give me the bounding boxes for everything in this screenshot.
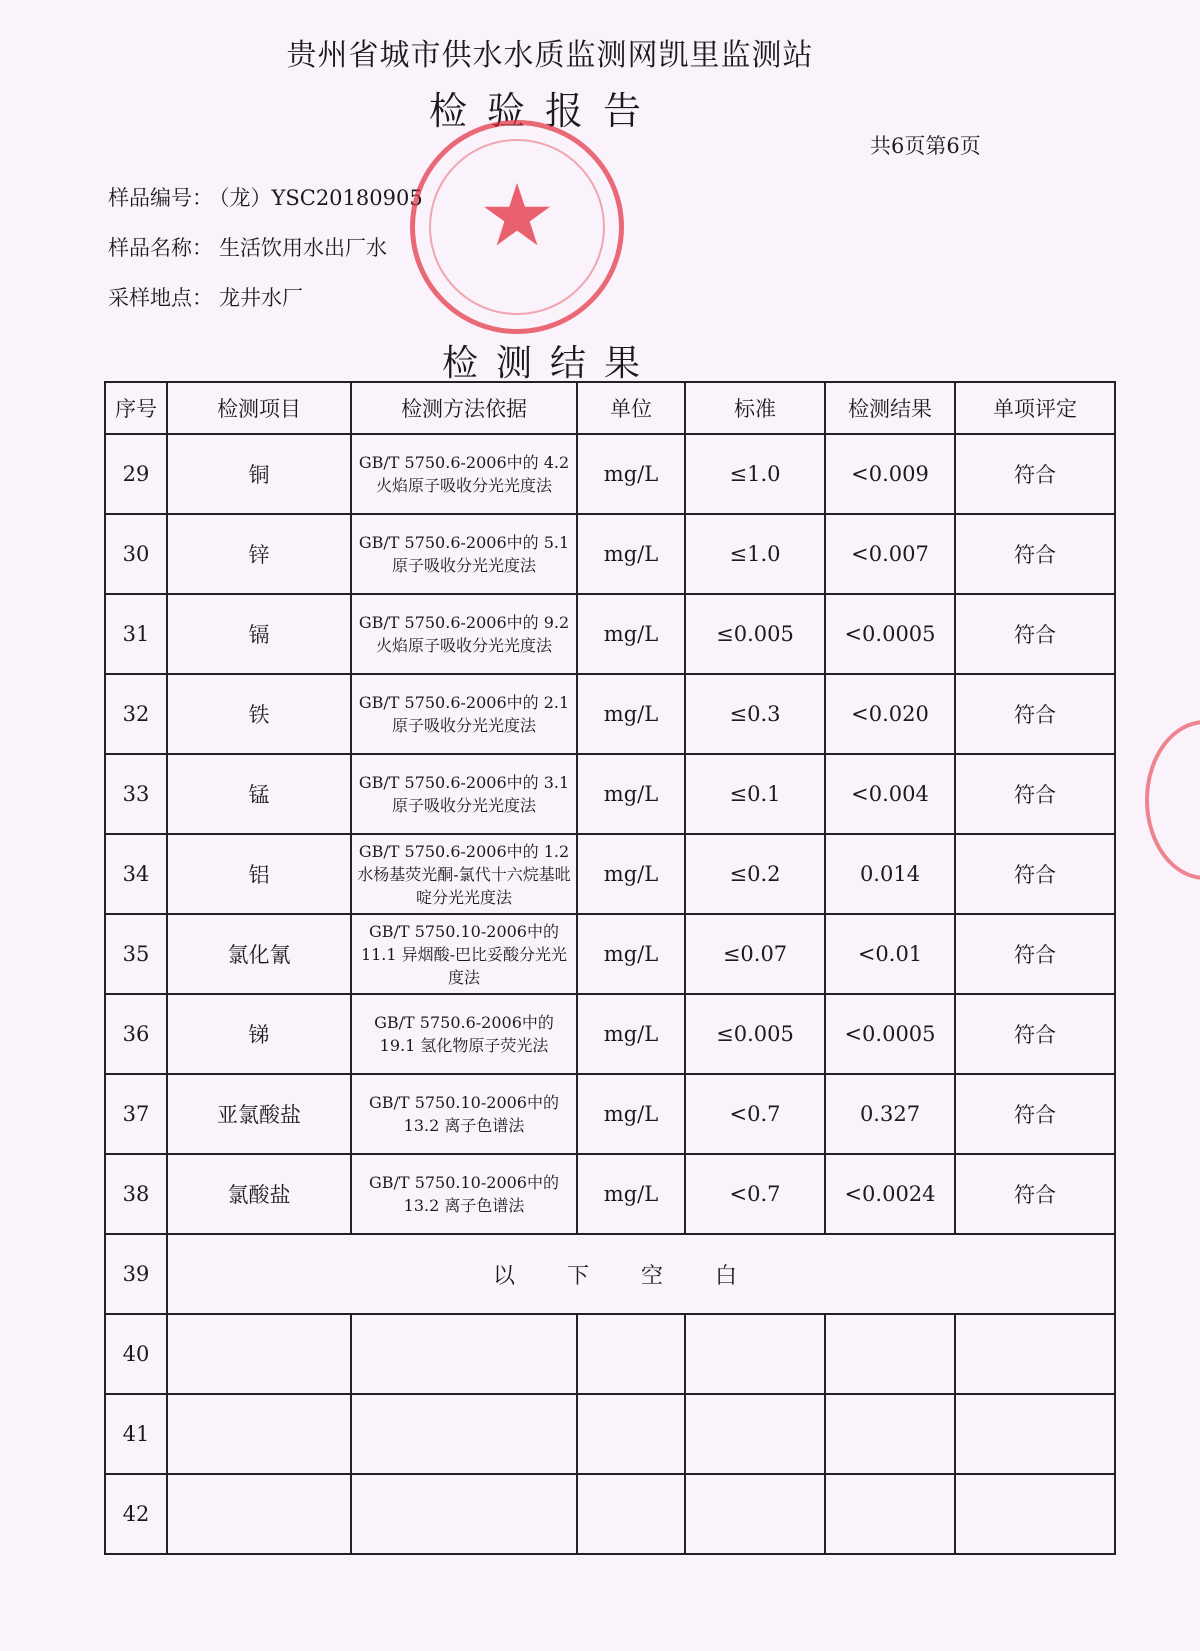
cell-unit: mg/L xyxy=(577,514,685,594)
cell-no: 38 xyxy=(105,1154,167,1234)
cell-result: <0.0005 xyxy=(825,994,955,1074)
cell-standard: ≤0.1 xyxy=(685,754,825,834)
sample-id-label: 样品编号： xyxy=(108,186,213,210)
cell-item: 铝 xyxy=(167,834,351,914)
cell-method: GB/T 5750.10-2006中的 11.1 异烟酸-巴比妥酸分光光度法 xyxy=(351,914,577,994)
cell-unit: mg/L xyxy=(577,914,685,994)
sample-name-value: 生活饮用水出厂水 xyxy=(219,236,387,260)
cell-item: 锰 xyxy=(167,754,351,834)
empty-cell xyxy=(577,1394,685,1474)
cell-no: 30 xyxy=(105,514,167,594)
empty-cell xyxy=(825,1394,955,1474)
header-unit: 单位 xyxy=(577,382,685,434)
cell-result: <0.009 xyxy=(825,434,955,514)
sample-name-label: 样品名称： xyxy=(108,236,213,260)
cell-standard: <0.7 xyxy=(685,1154,825,1234)
cell-eval: 符合 xyxy=(955,434,1115,514)
cell-item: 亚氯酸盐 xyxy=(167,1074,351,1154)
empty-cell xyxy=(685,1314,825,1394)
side-seal xyxy=(1145,720,1200,880)
empty-cell xyxy=(685,1474,825,1554)
cell-unit: mg/L xyxy=(577,834,685,914)
cell-item: 氯酸盐 xyxy=(167,1154,351,1234)
cell-result: <0.0005 xyxy=(825,594,955,674)
blank-note: 以下空白 xyxy=(167,1234,1115,1314)
cell-eval: 符合 xyxy=(955,834,1115,914)
cell-no: 39 xyxy=(105,1234,167,1314)
cell-no: 32 xyxy=(105,674,167,754)
table-row-empty xyxy=(105,1474,1115,1554)
cell-eval: 符合 xyxy=(955,994,1115,1074)
org-title: 贵州省城市供水水质监测网凯里监测站 xyxy=(286,38,814,73)
stamp-star-icon: ★ xyxy=(478,166,556,266)
cell-unit: mg/L xyxy=(577,994,685,1074)
cell-result: <0.0024 xyxy=(825,1154,955,1234)
empty-cell xyxy=(167,1474,351,1554)
cell-eval: 符合 xyxy=(955,674,1115,754)
cell-standard: ≤0.005 xyxy=(685,594,825,674)
empty-cell xyxy=(685,1394,825,1474)
cell-result: <0.01 xyxy=(825,914,955,994)
cell-result: <0.020 xyxy=(825,674,955,754)
cell-eval: 符合 xyxy=(955,1154,1115,1234)
cell-standard: ≤0.2 xyxy=(685,834,825,914)
table-row xyxy=(105,994,1115,1074)
table-row xyxy=(105,754,1115,834)
cell-result: <0.007 xyxy=(825,514,955,594)
sample-location-value: 龙井水厂 xyxy=(219,286,303,310)
cell-item: 铜 xyxy=(167,434,351,514)
cell-no: 31 xyxy=(105,594,167,674)
cell-eval: 符合 xyxy=(955,1074,1115,1154)
table-row-blank-note xyxy=(105,1234,1115,1314)
cell-item: 镉 xyxy=(167,594,351,674)
cell-no: 36 xyxy=(105,994,167,1074)
cell-eval: 符合 xyxy=(955,514,1115,594)
cell-standard: ≤0.005 xyxy=(685,994,825,1074)
cell-standard: ≤1.0 xyxy=(685,434,825,514)
cell-eval: 符合 xyxy=(955,914,1115,994)
cell-method: GB/T 5750.6-2006中的 1.2 水杨基荧光酮-氯代十六烷基吡啶分光光度法 xyxy=(351,834,577,914)
empty-cell xyxy=(167,1314,351,1394)
cell-method: GB/T 5750.6-2006中的 19.1 氢化物原子荧光法 xyxy=(351,994,577,1074)
cell-unit: mg/L xyxy=(577,434,685,514)
header-standard: 标准 xyxy=(685,382,825,434)
page-count: 共6页第6页 xyxy=(870,134,981,158)
table-row xyxy=(105,514,1115,594)
cell-no: 41 xyxy=(105,1394,167,1474)
header-result: 检测结果 xyxy=(825,382,955,434)
cell-standard: ≤0.3 xyxy=(685,674,825,754)
cell-no: 42 xyxy=(105,1474,167,1554)
cell-item: 锑 xyxy=(167,994,351,1074)
report-title: 检验报告 xyxy=(428,89,661,133)
cell-standard: <0.7 xyxy=(685,1074,825,1154)
empty-cell xyxy=(577,1314,685,1394)
empty-cell xyxy=(577,1474,685,1554)
header-eval: 单项评定 xyxy=(955,382,1115,434)
cell-result: 0.014 xyxy=(825,834,955,914)
empty-cell xyxy=(167,1394,351,1474)
empty-cell xyxy=(351,1474,577,1554)
table-row-empty xyxy=(105,1394,1115,1474)
table-row xyxy=(105,434,1115,514)
empty-cell xyxy=(351,1394,577,1474)
cell-standard: ≤1.0 xyxy=(685,514,825,594)
cell-eval: 符合 xyxy=(955,754,1115,834)
sample-id-value: （龙）YSC20180905 xyxy=(219,186,423,210)
section-title: 检测结果 xyxy=(441,343,658,384)
table-row xyxy=(105,1074,1115,1154)
header-item: 检测项目 xyxy=(167,382,351,434)
cell-no: 35 xyxy=(105,914,167,994)
results-table xyxy=(104,381,1116,1555)
table-row-empty xyxy=(105,1314,1115,1394)
cell-unit: mg/L xyxy=(577,754,685,834)
cell-method: GB/T 5750.10-2006中的 13.2 离子色谱法 xyxy=(351,1074,577,1154)
cell-item: 氯化氰 xyxy=(167,914,351,994)
cell-eval: 符合 xyxy=(955,594,1115,674)
cell-standard: ≤0.07 xyxy=(685,914,825,994)
table-row xyxy=(105,674,1115,754)
official-stamp xyxy=(410,120,624,334)
empty-cell xyxy=(955,1314,1115,1394)
cell-unit: mg/L xyxy=(577,1154,685,1234)
table-row xyxy=(105,594,1115,674)
cell-no: 29 xyxy=(105,434,167,514)
table-row xyxy=(105,914,1115,994)
cell-method: GB/T 5750.6-2006中的 5.1 原子吸收分光光度法 xyxy=(351,514,577,594)
table-row xyxy=(105,1154,1115,1234)
table-header-row xyxy=(105,382,1115,434)
cell-item: 锌 xyxy=(167,514,351,594)
empty-cell xyxy=(955,1474,1115,1554)
header-no: 序号 xyxy=(105,382,167,434)
table-row xyxy=(105,834,1115,914)
empty-cell xyxy=(955,1394,1115,1474)
cell-no: 34 xyxy=(105,834,167,914)
cell-method: GB/T 5750.6-2006中的 9.2 火焰原子吸收分光光度法 xyxy=(351,594,577,674)
cell-unit: mg/L xyxy=(577,594,685,674)
cell-item: 铁 xyxy=(167,674,351,754)
empty-cell xyxy=(825,1474,955,1554)
cell-result: <0.004 xyxy=(825,754,955,834)
empty-cell xyxy=(351,1314,577,1394)
cell-no: 33 xyxy=(105,754,167,834)
cell-method: GB/T 5750.6-2006中的 4.2 火焰原子吸收分光光度法 xyxy=(351,434,577,514)
cell-method: GB/T 5750.6-2006中的 3.1 原子吸收分光光度法 xyxy=(351,754,577,834)
cell-method: GB/T 5750.10-2006中的 13.2 离子色谱法 xyxy=(351,1154,577,1234)
cell-unit: mg/L xyxy=(577,1074,685,1154)
sample-id-line xyxy=(108,182,423,212)
sample-name-line xyxy=(108,232,387,262)
cell-no: 40 xyxy=(105,1314,167,1394)
cell-no: 37 xyxy=(105,1074,167,1154)
cell-method: GB/T 5750.6-2006中的 2.1 原子吸收分光光度法 xyxy=(351,674,577,754)
cell-result: 0.327 xyxy=(825,1074,955,1154)
empty-cell xyxy=(825,1314,955,1394)
cell-unit: mg/L xyxy=(577,674,685,754)
sample-location-line xyxy=(108,282,303,312)
header-method: 检测方法依据 xyxy=(351,382,577,434)
sample-location-label: 采样地点： xyxy=(108,286,213,310)
